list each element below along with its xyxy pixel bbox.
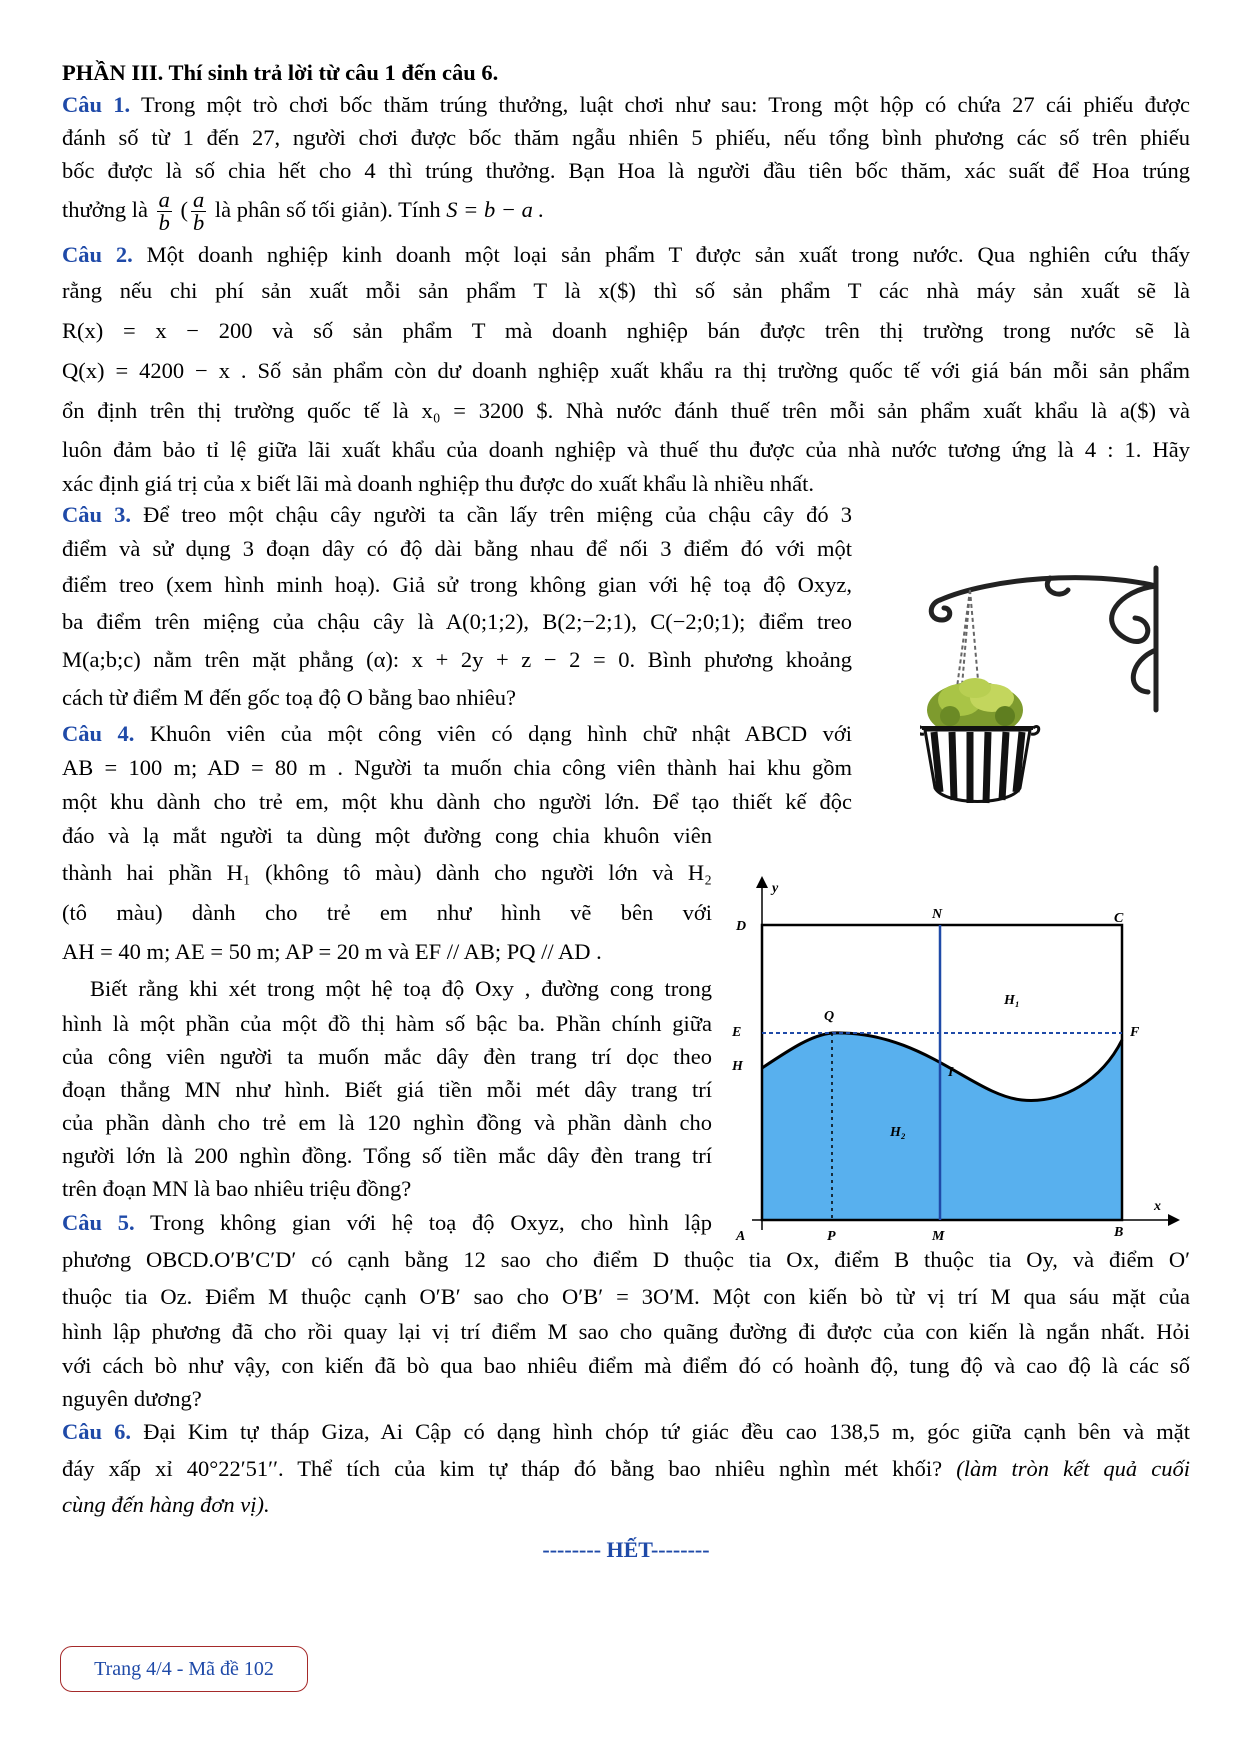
q2-line-4: Q(x) = 4200 − x . Số sản phẩm còn dư doanh nghiệp xuất khẩu ra thị trường quốc tế với giá bán mỗi sản phẩm	[62, 358, 1190, 384]
q4-line-12: của phần dành cho trẻ em là 120 nghìn đồng và phần dành cho	[62, 1110, 712, 1136]
q6-line-3: cùng đến hàng đơn vị).	[62, 1492, 270, 1518]
q4-line-13: người lớn là 200 nghìn đồng. Tổng số tiền mắc dây đèn trang trí	[62, 1143, 712, 1169]
q4-line-7: AH = 40 m; AE = 50 m; AP = 20 m và EF // AB; PQ // AD .	[62, 939, 602, 965]
q5-label: Câu 5.	[62, 1210, 135, 1236]
q4-line-8: Biết rằng khi xét trong một hệ toạ độ Oxy , đường cong trong	[90, 976, 712, 1002]
section-header: PHẦN III. Thí sinh trả lời từ câu 1 đến câu 6.	[62, 60, 499, 85]
q4-line-2: AB = 100 m; AD = 80 m . Người ta muốn chia công viên thành hai khu gồm	[62, 755, 852, 781]
q1-label: Câu 1.	[62, 92, 131, 117]
q4-line-3: một khu dành cho trẻ em, một khu dành cho người lớn. Để tạo thiết kế độc	[62, 789, 852, 815]
q1-line-4: thưởng là $\frac{a}{b}$ ( $\frac{a}{b}$ là phân số tối giản). Tính S = b − a .	[62, 187, 545, 236]
q3-line-2: điểm và sử dụng 3 đoạn dây có độ dài bằng nhau để nối 3 điểm đó với một	[62, 536, 852, 562]
q5-line-1: Câu 5. Trong không gian với hệ toạ độ Oxyz, cho hình lập	[62, 1210, 712, 1236]
q2-line-6: luôn đảm bảo tỉ lệ giữa lãi xuất khẩu của doanh nghiệp và thuế thu được của nhà nước tương ứng là 4 : 1. Hãy	[62, 437, 1190, 463]
q4-line-10: của công viên người ta muốn mắc dây đèn trang trí dọc theo	[62, 1044, 712, 1070]
label-p: P	[827, 1229, 836, 1244]
q3-line-5: M(a;b;c) nằm trên mặt phẳng (α): x + 2y + z − 2 = 0. Bình phương khoảng	[62, 647, 852, 673]
q2-line-3: R(x) = x − 200 và số sản phẩm T mà doanh nghiệp bán được trên thị trường trong nước sẽ là	[62, 318, 1190, 344]
label-n: N	[932, 907, 943, 922]
fraction-a-b-2: $\frac{a}{b}$	[192, 187, 205, 236]
q4-line-1: Câu 4. Khuôn viên của một công viên có dạng hình chữ nhật ABCD với	[62, 721, 852, 747]
q4-line-11: đoạn thẳng MN như hình. Biết giá tiền mỗi mét dây trang trí	[62, 1077, 712, 1103]
label-h2: H₂	[890, 1125, 906, 1140]
q4-line-9: hình là một phần của một đồ thị hàm số bậc ba. Phần chính giữa	[62, 1011, 712, 1037]
label-h: H	[732, 1059, 743, 1074]
q2-line-7: xác định giá trị của x biết lãi mà doanh nghiệp thu được do xuất khẩu là nhiều nhất.	[62, 471, 815, 497]
q6-label: Câu 6.	[62, 1419, 132, 1445]
q1-line-2: đánh số từ 1 đến 27, người chơi được bốc thăm ngẫu nhiên 5 phiếu, nếu tổng bình phương các số trên phiếu	[62, 125, 1190, 150]
q5-line-6: nguyên dương?	[62, 1386, 202, 1412]
fraction-a-b: $\frac{a}{b}$	[158, 187, 170, 236]
q5-line-3: thuộc tia Oz. Điểm M thuộc cạnh O′B′ sao cho O′B′ = 3O′M. Một con kiến bò từ vị trí M qua sáu mặt của	[62, 1284, 1190, 1310]
label-q: Q	[824, 1009, 835, 1024]
q1-line-3: bốc được là số chia hết cho 4 thì trúng thưởng. Bạn Hoa là người đầu tiên bốc thăm, xác suất để Hoa trúng	[62, 158, 1190, 183]
label-y: y	[772, 881, 779, 896]
q5-line-5: với cách bò như vậy, con kiến đã bò qua bao nhiêu điểm mà điểm đó có hoành độ, tung độ và cao độ là các số	[62, 1353, 1190, 1379]
label-x: x	[1154, 1199, 1161, 1214]
q5-line-4: hình lập phương đã cho rồi quay lại vị trí điểm M sao cho quãng đường đi được của con kiến là ngắn nhất. Hỏi	[62, 1319, 1190, 1345]
label-d: D	[736, 919, 747, 934]
q2-line-1: Câu 2. Một doanh nghiệp kinh doanh một loại sản phẩm T được sản xuất trong nước. Qua nghiên cứu thấy	[62, 242, 1191, 268]
q4-line-14: trên đoạn MN là bao nhiêu triệu đồng?	[62, 1176, 412, 1202]
q6-line-2: đáy xấp xỉ 40°22′51′′. Thể tích của kim tự tháp đó bằng bao nhiêu nghìn mét khối? (làm tròn kết quả cuối	[62, 1456, 1190, 1482]
label-f: F	[1130, 1025, 1140, 1040]
q2-line-2: rằng nếu chi phí sản xuất mỗi sản phẩm T là x($) thì số sản phẩm T các nhà máy sản xuất sẽ là	[62, 278, 1190, 304]
q4-line-4: đáo và lạ mắt người ta dùng một đường cong chia khuôn viên	[62, 823, 712, 849]
label-m: M	[932, 1229, 945, 1244]
q2-line-5: ổn định trên thị trường quốc tế là x₀ = 3200 $. Nhà nước đánh thuế trên mỗi sản phẩm xuất khẩu là a($) và	[62, 398, 1190, 424]
q4-label: Câu 4.	[62, 721, 135, 747]
label-a: A	[736, 1229, 746, 1244]
q4-line-5: thành hai phần H₁ (không tô màu) dành cho người lớn và H₂	[62, 860, 712, 886]
q6-line-1: Câu 6. Đại Kim tự tháp Giza, Ai Cập có dạng hình chóp tứ giác đều cao 138,5 m, góc giữa cạnh bên và mặt	[62, 1419, 1190, 1445]
q3-line-3: điểm treo (xem hình minh hoạ). Giả sử trong không gian với hệ toạ độ Oxyz,	[62, 572, 852, 598]
label-e: E	[732, 1025, 742, 1040]
q4-line-6: (tô màu) dành cho trẻ em như hình vẽ bên với	[62, 900, 712, 926]
hanging-pot-illustration	[920, 560, 1170, 850]
q3-label: Câu 3.	[62, 502, 131, 528]
label-h1: H₁	[1004, 993, 1020, 1008]
page-footer: Trang 4/4 - Mã đề 102	[60, 1646, 308, 1692]
pot-basket	[920, 726, 1039, 803]
q3-line-6: cách từ điểm M đến gốc toạ độ O bằng bao nhiêu?	[62, 685, 516, 711]
end-mark: -------- HẾT--------	[542, 1537, 710, 1563]
q5-line-2: phương OBCD.O′B′C′D′ có cạnh bằng 12 sao cho điểm D thuộc tia Ox, điểm B thuộc tia Oy, và điểm O′	[62, 1247, 1190, 1273]
h2-shaded-region	[762, 1033, 1122, 1220]
q3-line-1: Câu 3. Để treo một chậu cây người ta cần lấy trên miệng của chậu cây đó 3	[62, 502, 852, 528]
label-i: I	[948, 1065, 954, 1080]
label-c: C	[1114, 911, 1124, 926]
park-graph	[722, 870, 1182, 1250]
label-b: B	[1114, 1225, 1124, 1240]
q1-line-1: Câu 1. Trong một trò chơi bốc thăm trúng thưởng, luật chơi như sau: Trong một hộp có chứa 27 cái phiếu được	[62, 92, 1191, 117]
q3-line-4: ba điểm trên miệng của chậu cây là A(0;1;2), B(2;−2;1), C(−2;0;1); điểm treo	[62, 609, 852, 635]
q2-label: Câu 2.	[62, 242, 133, 268]
